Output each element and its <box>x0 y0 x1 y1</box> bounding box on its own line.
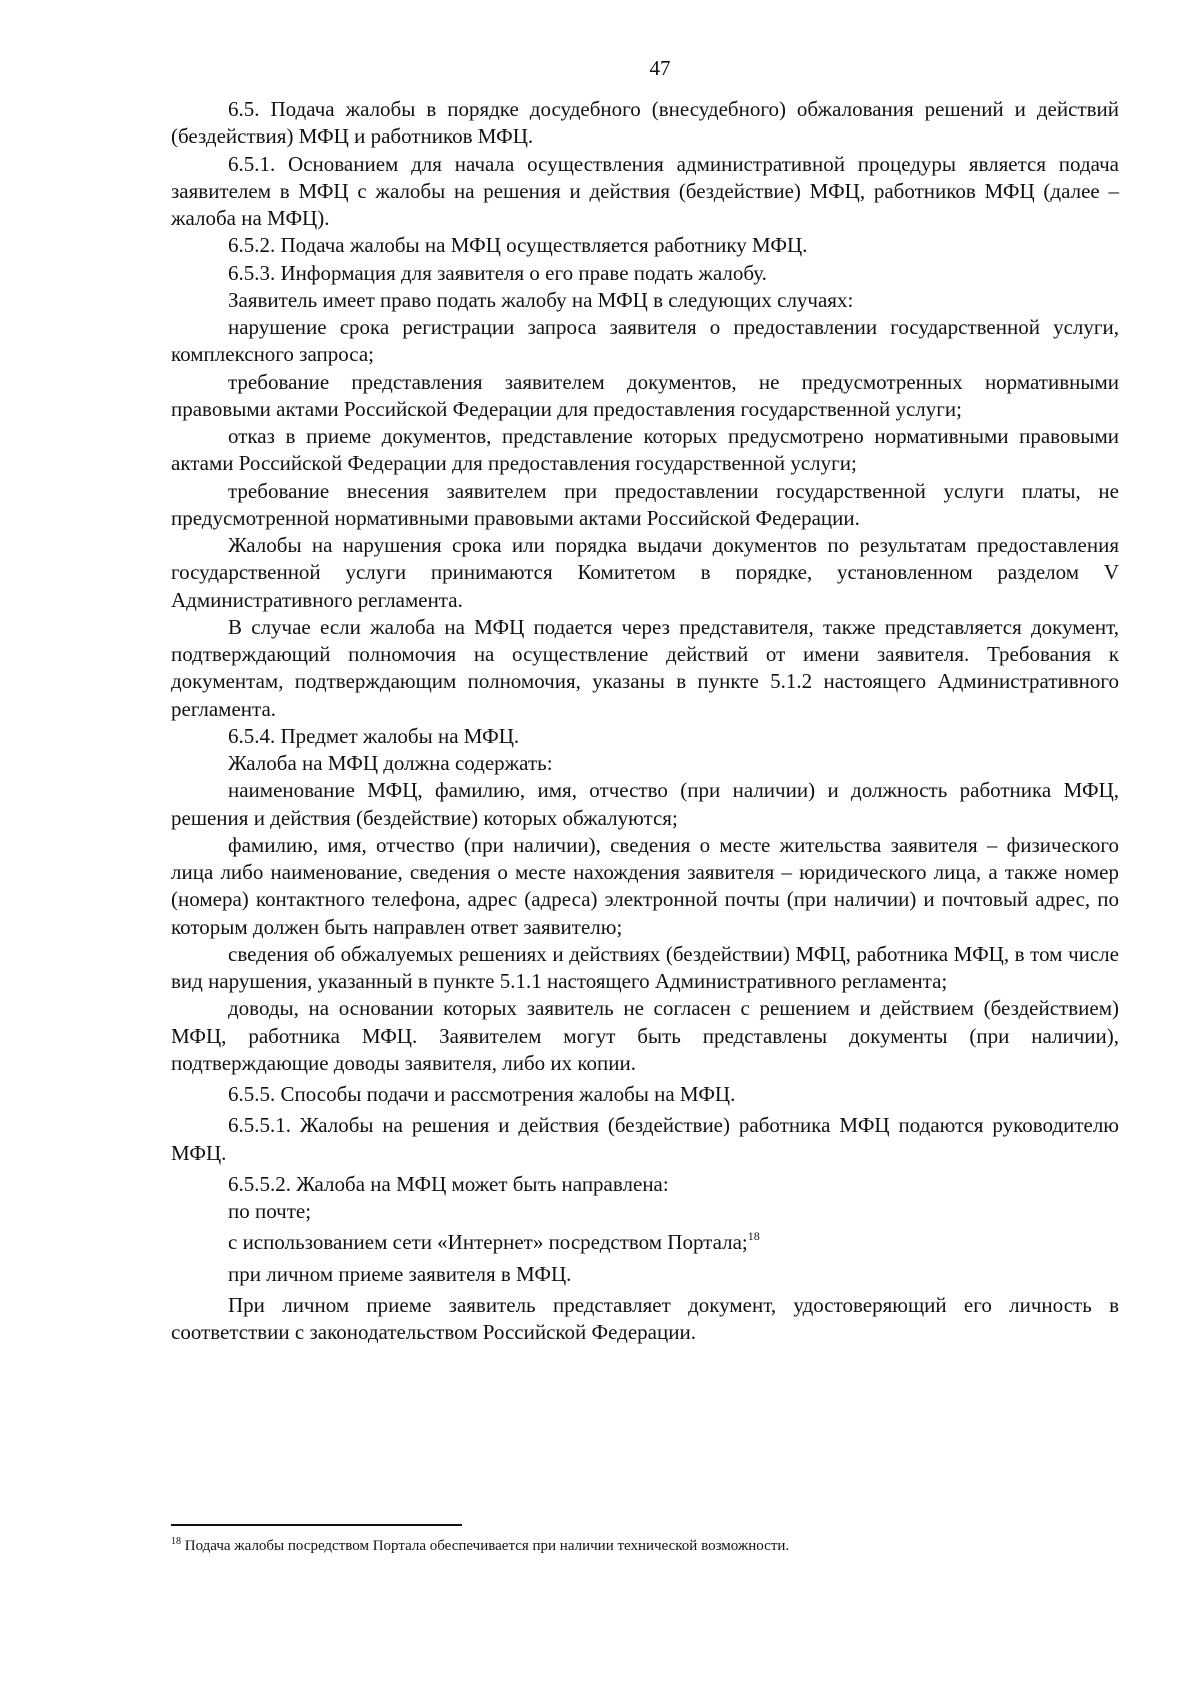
paragraph-6-5-5-1: 6.5.5.1. Жалобы на решения и действия (бездействие) работника МФЦ подаются руководителю МФЦ. <box>171 1113 1119 1165</box>
body-text <box>171 96 1119 1346</box>
list-item-refusal: отказ в приеме документов, представление которых предусмотрено нормативными правовыми актами Российской Федерации для предоставления государственной услуги; <box>171 424 1119 476</box>
paragraph-applicant-rights: Заявитель имеет право подать жалобу на МФЦ в следующих случаях: <box>228 287 854 312</box>
footnote-reference: 18 <box>747 1229 760 1244</box>
paragraph-representative: В случае если жалоба на МФЦ подается через представителя, также представляется документ, подтверждающий полномочия на осуществление действий от имени заявителя. Требования к документам, подтверждающим полномочия, указаны в пункте 5.1.2 настоящего Административного регламента. <box>171 614 1119 721</box>
list-item-extra-documents: требование представления заявителем документов, не предусмотренных нормативными правовыми актами Российской Федерации для предоставления государственной услуги; <box>171 369 1119 421</box>
list-item-extra-fee: требование внесения заявителем при предоставлении государственной услуги платы, не предусмотренной нормативными правовыми актами Российской Федерации. <box>171 478 1119 530</box>
list-item-via-portal <box>171 1229 1119 1256</box>
list-item-via-portal-text: с использованием сети «Интернет» посредством Портала; <box>228 1230 748 1255</box>
footnote-separator <box>171 1524 462 1526</box>
paragraph-6-5-4: 6.5.4. Предмет жалобы на МФЦ. <box>228 723 520 748</box>
footnote-marker: 18 <box>171 1536 181 1547</box>
list-item-appealed-decisions: сведения об обжалуемых решениях и действиях (бездействии) МФЦ, работника МФЦ, в том числе вид нарушения, указанный в пункте 5.1.1 настоящего Административного регламента; <box>171 941 1119 993</box>
list-item-by-mail: по почте; <box>228 1199 312 1223</box>
page-number: 47 <box>649 56 671 80</box>
paragraph-6-5: 6.5. Подача жалобы в порядке досудебного (внесудебного) обжалования решений и действий (бездействия) МФЦ и работников МФЦ. <box>171 97 1119 149</box>
paragraph-6-5-5-2: 6.5.5.2. Жалоба на МФЦ может быть направлена: <box>228 1171 669 1196</box>
list-item-mfc-name: наименование МФЦ, фамилию, имя, отчество (при наличии) и должность работника МФЦ, решения и действия (бездействие) которых обжалуются; <box>171 778 1119 830</box>
paragraph-6-5-5: 6.5.5. Способы подачи и рассмотрения жалобы на МФЦ. <box>228 1082 736 1106</box>
paragraph-6-5-1: 6.5.1. Основанием для начала осуществления административной процедуры является подача заявителем в МФЦ с жалобы на решения и действия (бездействие) МФЦ, работников МФЦ (далее – жалоба на МФЦ). <box>171 151 1119 230</box>
paragraph-6-5-2: 6.5.2. Подача жалобы на МФЦ осуществляется работнику МФЦ. <box>228 233 808 258</box>
paragraph-complaints-committee: Жалобы на нарушения срока или порядка выдачи документов по результатам предоставления государственной услуги принимаются Комитетом в порядке, установленном разделом V Административного регламента. <box>171 533 1119 612</box>
paragraph-personal-reception: При личном приеме заявитель представляет документ, удостоверяющий его личность в соответствии с законодательством Российской Федерации. <box>171 1292 1119 1344</box>
list-item-arguments: доводы, на основании которых заявитель не согласен с решением и действием (бездействием) МФЦ, работника МФЦ. Заявителем могут быть представлены документы (при наличии), подтверждающие доводы заявителя, либо их копии. <box>171 996 1119 1075</box>
paragraph-6-5-3: 6.5.3. Информация для заявителя о его праве подать жалобу. <box>228 260 767 285</box>
paragraph-complaint-contents: Жалоба на МФЦ должна содержать: <box>228 751 553 775</box>
list-item-applicant-details: фамилию, имя, отчество (при наличии), сведения о месте жительства заявителя – физического лица либо наименование, сведения о месте нахождения заявителя – юридического лица, а также номер (номера) контактного телефона, адрес (адреса) электронной почты (при наличии) и почтовый адрес, по которым должен быть направлен ответ заявителю; <box>171 832 1119 939</box>
list-item-in-person: при личном приеме заявителя в МФЦ. <box>228 1261 572 1286</box>
footnote <box>171 1536 1119 1556</box>
footnote-text: Подача жалобы посредством Портала обеспечивается при наличии технической возможности. <box>184 1538 790 1554</box>
list-item-deadline-violation: нарушение срока регистрации запроса заявителя о предоставлении государственной услуги, комплексного запроса; <box>171 315 1119 367</box>
